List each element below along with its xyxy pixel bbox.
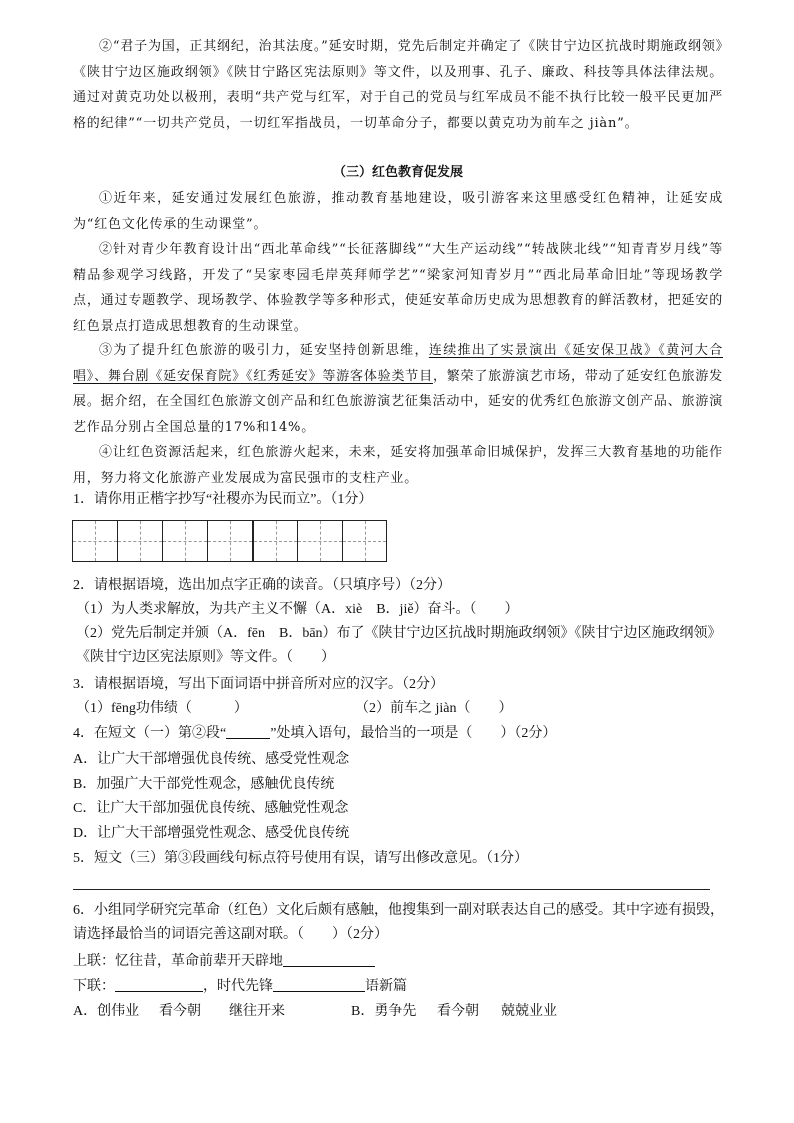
question-6-stem-2: 请选择最恰当的词语完善这副对联。（ ）（2分） — [73, 927, 388, 942]
question-4-option-a[interactable]: A．让广大干部增强优良传统、感受党性观念 — [73, 752, 350, 767]
grid-cell[interactable] — [117, 520, 162, 562]
question-2-item-2: （2）党先后制定并颁（A．fēn B．bān）布了《陕甘宁边区抗战时期施政纲领》《陕甘宁边区施政纲领》 — [76, 626, 722, 641]
grid-cell[interactable] — [207, 520, 252, 562]
question-4-stem — [73, 722, 733, 746]
passage-paragraph-law: ②“君子为国，正其纲纪，治其法度。”延安时期，党先后制定并确定了《陕甘宁边区抗战时期施政纲领》《陕甘宁边区施政纲领》《陕甘宁路区宪法原则》等文件，以及刑事、孔子、廉政、科技等具体法律法规。通过对黄克功处以极刑，表明“共产党与红军，对于自己的党员与红军成员不能不执行比较一般平民更加严格的纪律”“一切共产党员，一切红军指战员，一切革命分子，都要以黄克功为前车之 jiàn”。 — [73, 39, 723, 131]
paragraph-3-lead: ③为了提升红色旅游的吸引力，延安坚持创新思维， — [99, 343, 429, 358]
option-a-word-3[interactable]: 继往开来 — [229, 1004, 285, 1019]
couplet-upper-text: 上联：忆往昔，革命前辈开天辟地 — [73, 954, 283, 969]
couplet-lower-blank-1[interactable] — [115, 977, 203, 992]
answer-line[interactable] — [73, 889, 710, 890]
grid-cell[interactable] — [72, 520, 117, 562]
paragraph-3-tail: ，繁荣了旅游演艺市场，带动了延安红色旅游发展。据介绍，在全国红色旅游文创产品和红色旅游演艺征集活动中，延安的优秀红色旅游文创产品、旅游演艺作品分别占全国总量的17%和14%。 — [73, 368, 723, 435]
question-4-stem-start: 4．在短文（一）第②段“ — [73, 726, 227, 741]
question-4-option-d[interactable]: D．让广大干部增强党性观念、感受优良传统 — [73, 826, 350, 841]
question-3-item-2: （2）前车之 jiàn（ ） — [355, 701, 513, 716]
question-3-item-1: （1）fēng功伟绩（ ） — [76, 701, 248, 716]
question-2-stem: 2．请根据语境，选出加点字正确的读音。（只填序号）（2分） — [73, 578, 451, 593]
question-2-item-2-cont: 《陕甘宁边区宪法原则》等文件。（ ） — [76, 650, 335, 665]
question-1-stem: 1．请你用正楷字抄写“社稷亦为民而立”。（1分） — [73, 492, 373, 507]
couplet-lower — [73, 975, 733, 999]
passage-paragraph-3 — [73, 338, 723, 440]
grid-cell[interactable] — [297, 520, 342, 562]
writing-grid[interactable] — [72, 520, 387, 562]
question-6-options — [73, 1000, 733, 1024]
underlined-sentence: 连续推出了实景演出《延安保卫战》《黄河大合唱》、舞台剧《延安保育院》《红秀延安》等游客体验类节目 — [73, 343, 723, 384]
question-6-stem-1: 6．小组同学研究完革命（红色）文化后颇有感触，他搜集到一副对联表达自己的感受。其中字迹有损毁， — [73, 903, 724, 918]
fill-blank — [226, 724, 270, 739]
grid-cell[interactable] — [342, 520, 387, 562]
couplet-upper — [73, 950, 733, 974]
couplet-lower-blank-2[interactable] — [273, 977, 365, 992]
passage-paragraph-4: ④让红色资源活起来，红色旅游火起来，未来，延安将加强革命旧城保护，发挥三大教育基地的功能作用，努力将文化旅游产业发展成为富民强市的支柱产业。 — [73, 445, 723, 486]
option-a-word-1[interactable]: A．创伟业 — [73, 1004, 140, 1019]
grid-cell[interactable] — [252, 520, 297, 562]
section-title: （三）红色教育促发展 — [332, 165, 463, 180]
couplet-lower-mid: ，时代先锋 — [203, 979, 273, 994]
question-4-option-b[interactable]: B．加强广大干部党性观念，感触优良传统 — [73, 777, 335, 792]
option-b-word-3[interactable]: 兢兢业业 — [501, 1004, 557, 1019]
passage-paragraph-2: ②针对青少年教育设计出“西北革命线”“长征落脚线”“大生产运动线”“转战陕北线”“知青青岁月线”等精品参观学习线路，开发了“吴家枣园毛岸英拜师学艺”“梁家河知青岁月”“西北局革命旧址”等现场教学点，通过专题教学、现场教学、体验教学等多种形式，使延安革命历史成为思想教育的鲜活教材，把延安的红色景点打造成思想教育的生动课堂。 — [73, 242, 723, 334]
question-4-stem-end: ”处填入语句，最恰当的一项是（ ）（2分） — [270, 726, 557, 741]
question-4-option-c[interactable]: C．让广大干部加强优良传统、感触党性观念 — [73, 801, 349, 816]
option-a-word-2[interactable]: 看今朝 — [159, 1004, 201, 1019]
question-3-stem: 3．请根据语境，写出下面词语中拼音所对应的汉字。（2分） — [73, 677, 444, 692]
option-b-word-2[interactable]: 看今朝 — [437, 1004, 479, 1019]
question-2-item-1: （1）为人类求解放，为共产主义不懈（A．xiè B．jiě）奋斗。（ ） — [76, 602, 519, 617]
question-5-stem: 5．短文（三）第③段画线句标点符号使用有误，请写出修改意见。（1分） — [73, 851, 528, 866]
option-b-word-1[interactable]: B．勇争先 — [351, 1004, 417, 1019]
couplet-lower-label: 下联： — [73, 979, 115, 994]
grid-cell[interactable] — [162, 520, 207, 562]
couplet-upper-blank[interactable] — [283, 952, 375, 967]
passage-paragraph-1: ①近年来，延安通过发展红色旅游，推动教育基地建设，吸引游客来这里感受红色精神，让延安成为“红色文化传承的生动课堂”。 — [73, 191, 723, 232]
couplet-lower-end: 语新篇 — [365, 979, 407, 994]
